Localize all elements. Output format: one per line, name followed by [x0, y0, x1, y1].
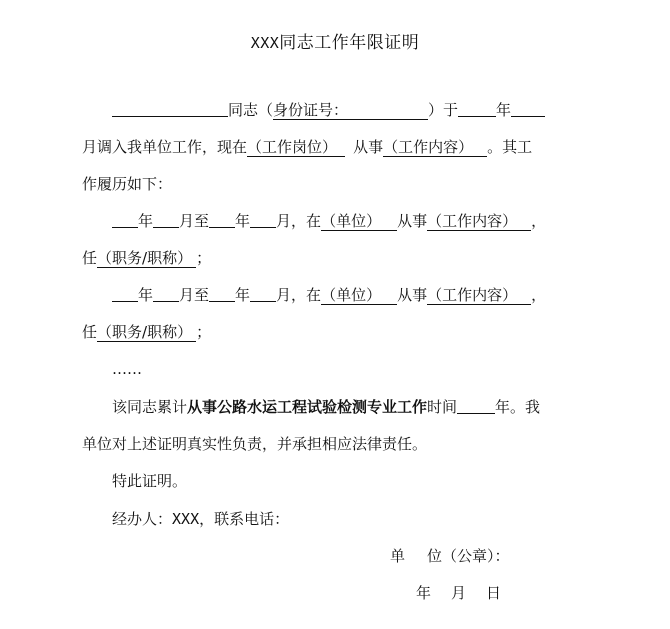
end-year-blank[interactable]: [209, 286, 235, 302]
work-content-field[interactable]: [383, 138, 487, 157]
year-text: 年: [235, 212, 251, 230]
work-content-placeholder: 工作内容: [442, 286, 503, 304]
work-content-field[interactable]: [427, 212, 531, 231]
start-month-blank[interactable]: [153, 212, 179, 228]
month-blank[interactable]: [511, 101, 545, 117]
paren-close: ）: [366, 286, 382, 304]
year-text: 年: [496, 101, 512, 119]
paren-open: （: [321, 212, 337, 230]
unit-field[interactable]: [321, 286, 397, 305]
unit-field[interactable]: [321, 212, 397, 231]
yu-text: ）于: [428, 101, 459, 119]
engage-text: 从事: [353, 138, 384, 156]
end-month-blank[interactable]: [250, 286, 276, 302]
paren-open: （: [427, 212, 443, 230]
special-text: 特此证明。: [112, 472, 188, 490]
id-label: 身份证号：: [273, 101, 349, 119]
semicolon: ；: [196, 249, 212, 267]
id-number-field[interactable]: [273, 101, 428, 120]
start-month-blank[interactable]: [153, 286, 179, 302]
duty-placeholder: 职务/职称: [112, 249, 178, 267]
cumulative-text: 该同志累计: [112, 398, 188, 416]
paren-close: ）: [177, 323, 193, 341]
ren-text: 任: [82, 249, 98, 267]
paragraph-1-line-1: [112, 100, 545, 120]
year-blank[interactable]: [458, 101, 496, 117]
work-content-field[interactable]: [427, 286, 531, 305]
engage-text: 从事: [397, 212, 428, 230]
date-line: [416, 583, 501, 603]
paragraph-3-line-2: [82, 434, 427, 454]
month-at-text: 月，在: [276, 286, 322, 304]
unit-placeholder: 单位: [336, 212, 367, 230]
paren-open: （: [247, 138, 263, 156]
handler-label: 经办人：: [112, 510, 173, 528]
year-text: 年: [138, 286, 154, 304]
paren-close: ）: [177, 249, 193, 267]
ellipsis-text: ……: [112, 360, 142, 378]
time-text: 时间: [427, 398, 458, 416]
phone-label: ，联系电话：: [199, 510, 290, 528]
year-text: 年: [138, 212, 154, 230]
start-year-blank[interactable]: [112, 286, 138, 302]
responsibility-text: 单位对上述证明真实性负责，并承担相应法律责任。: [82, 435, 428, 453]
paren-open: （: [97, 249, 113, 267]
work-content-placeholder: 工作内容: [442, 212, 503, 230]
start-year-blank[interactable]: [112, 212, 138, 228]
duty-placeholder: 职务/职称: [112, 323, 178, 341]
paragraph-3-line-1: [112, 397, 540, 417]
month-to-text: 月至: [179, 286, 210, 304]
history-entry-1-line-2: [82, 248, 211, 268]
handler-name: XXX: [172, 510, 200, 528]
special-certification: [112, 471, 187, 491]
years-end-text: 年。我: [495, 398, 541, 416]
comma: ，: [531, 286, 547, 304]
year-text: 年: [235, 286, 251, 304]
document-title: [0, 28, 670, 53]
comrade-text: 同志（: [228, 101, 274, 119]
semicolon: ；: [196, 323, 212, 341]
unit-placeholder: 单位: [336, 286, 367, 304]
history-entry-2-line-1: [112, 285, 546, 305]
bold-specialty-text: 从事公路水运工程试验检测专业工作: [187, 398, 428, 416]
duty-field[interactable]: [97, 249, 196, 268]
name-blank[interactable]: [112, 101, 228, 117]
ellipsis: [112, 359, 142, 379]
paren-open: （: [97, 323, 113, 341]
paren-close: ）: [458, 138, 474, 156]
date-day: 日: [486, 584, 502, 602]
title-text: 同志工作年限证明: [279, 33, 420, 53]
end-year-blank[interactable]: [209, 212, 235, 228]
month-at-text: 月，在: [276, 212, 322, 230]
paren-close: ）: [366, 212, 382, 230]
comma: ，: [531, 212, 547, 230]
paren-open: （: [321, 286, 337, 304]
work-content-placeholder: 工作内容: [398, 138, 459, 156]
date-month: 月: [451, 584, 467, 602]
history-entry-2-line-2: [82, 322, 211, 342]
duty-field[interactable]: [97, 323, 196, 342]
unit-seal-line: [390, 546, 510, 566]
history-entry-1-line-1: [112, 211, 546, 231]
end-month-blank[interactable]: [250, 212, 276, 228]
ren-text: 任: [82, 323, 98, 341]
paren-open: （: [383, 138, 399, 156]
engage-text: 从事: [397, 286, 428, 304]
date-year: 年: [416, 584, 432, 602]
end-text: 。其工: [487, 138, 533, 156]
paragraph-1-line-2: [82, 137, 532, 157]
post-field[interactable]: [247, 138, 345, 157]
paren-close: ）: [502, 286, 518, 304]
unit-seal-label: 位（公章）：: [427, 547, 510, 565]
post-placeholder: 工作岗位: [262, 138, 323, 156]
paragraph-1-line-3: [82, 174, 172, 194]
transfer-text: 月调入我单位工作，现在: [82, 138, 248, 156]
resume-intro: 作履历如下：: [82, 175, 173, 193]
paren-open: （: [427, 286, 443, 304]
title-name-placeholder: XXX: [250, 34, 280, 52]
paren-close: ）: [322, 138, 338, 156]
unit-seal-char: 单: [390, 547, 406, 565]
paren-close: ）: [502, 212, 518, 230]
handler-line: [112, 509, 289, 529]
month-to-text: 月至: [179, 212, 210, 230]
years-blank[interactable]: [457, 398, 495, 414]
